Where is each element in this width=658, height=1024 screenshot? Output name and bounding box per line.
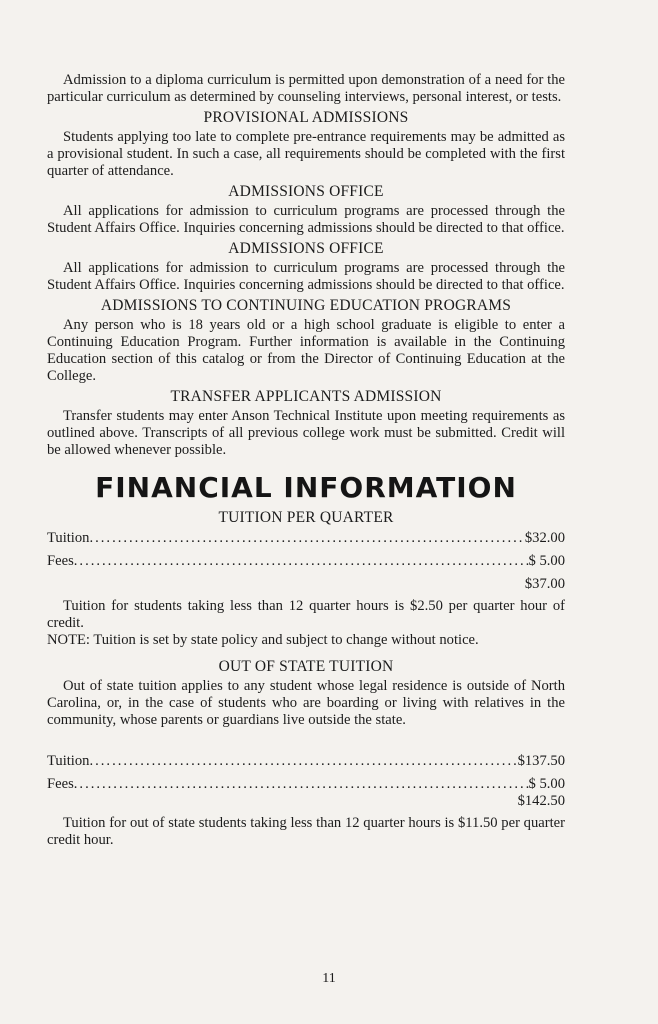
section-body-continuing-education: Any person who is 18 years old or a high school graduate is eligible to enter a Continuing Education Program. Further information is available in the Continuing Education section of this catalog or from the Director of Continuing Education at the College. xyxy=(47,317,565,384)
tuition-per-quarter-heading: TUITION PER QUARTER xyxy=(218,509,394,526)
financial-information-title: FINANCIAL INFORMATION xyxy=(95,471,517,504)
section-heading-admissions-office: ADMISSIONS OFFICE xyxy=(228,183,384,200)
oos-row-tuition xyxy=(47,753,565,770)
intro-paragraph: Admission to a diploma curriculum is permitted upon demonstration of a need for the particular curriculum as determined by counseling interviews, personal interest, or tests. xyxy=(47,72,565,105)
fee-total: $37.00 xyxy=(524,576,565,592)
section-heading-admissions-office-repeat: ADMISSIONS OFFICE xyxy=(228,240,384,257)
section-body-admissions-office: All applications for admission to curriculum programs are processed through the Student Affairs Office. Inquiries concerning admissions should be directed to that office. xyxy=(47,203,565,236)
fee-row-tuition xyxy=(47,530,565,547)
fee-amount: $32.00 xyxy=(524,530,565,546)
section-heading-provisional: PROVISIONAL ADMISSIONS xyxy=(203,109,409,126)
page-number: 11 xyxy=(322,971,336,986)
dot-leader xyxy=(89,753,517,770)
oos-total: $142.50 xyxy=(517,793,565,809)
fee-label: Tuition xyxy=(47,753,90,769)
fee-row-fees xyxy=(47,553,565,570)
dot-leader xyxy=(89,530,524,547)
tuition-note: Tuition for students taking less than 12 quarter hours is $2.50 per quarter hour of credit. xyxy=(47,598,565,631)
out-of-state-body: Out of state tuition applies to any student whose legal residence is outside of North Carolina, or, in the case of students who are boarding or living with relatives in the community, whose parents or guardians live outside the state. xyxy=(47,678,565,728)
fee-amount: $ 5.00 xyxy=(528,776,565,792)
fee-amount: $137.50 xyxy=(517,753,565,769)
oos-row-fees xyxy=(47,776,565,793)
section-heading-continuing-education: ADMISSIONS TO CONTINUING EDUCATION PROGRAMS xyxy=(100,297,512,314)
dot-leader xyxy=(74,553,529,570)
section-body-transfer: Transfer students may enter Anson Technical Institute upon meeting requirements as outlined above. Transcripts of all previous college work must be submitted. Credit will be allowed whenever possible. xyxy=(47,408,565,458)
section-heading-transfer: TRANSFER APPLICANTS ADMISSION xyxy=(170,388,442,405)
section-body-provisional: Students applying too late to complete pre-entrance requirements may be admitted as a provisional student. In such a case, all requirements should be completed with the first quarter of attendance. xyxy=(47,129,565,179)
section-body-admissions-office-repeat: All applications for admission to curriculum programs are processed through the Student Affairs Office. Inquiries concerning admissions should be directed to that office. xyxy=(47,260,565,293)
fee-amount: $ 5.00 xyxy=(528,553,565,569)
tuition-policy-note: NOTE: Tuition is set by state policy and subject to change without notice. xyxy=(47,632,479,648)
out-of-state-heading: OUT OF STATE TUITION xyxy=(218,658,394,675)
fee-label: Fees xyxy=(47,776,74,792)
fee-label: Tuition xyxy=(47,530,90,546)
dot-leader xyxy=(74,776,529,793)
fee-label: Fees xyxy=(47,553,74,569)
oos-note: Tuition for out of state students taking less than 12 quarter hours is $11.50 per quarter credit hour. xyxy=(47,815,565,848)
document-page xyxy=(47,72,565,849)
